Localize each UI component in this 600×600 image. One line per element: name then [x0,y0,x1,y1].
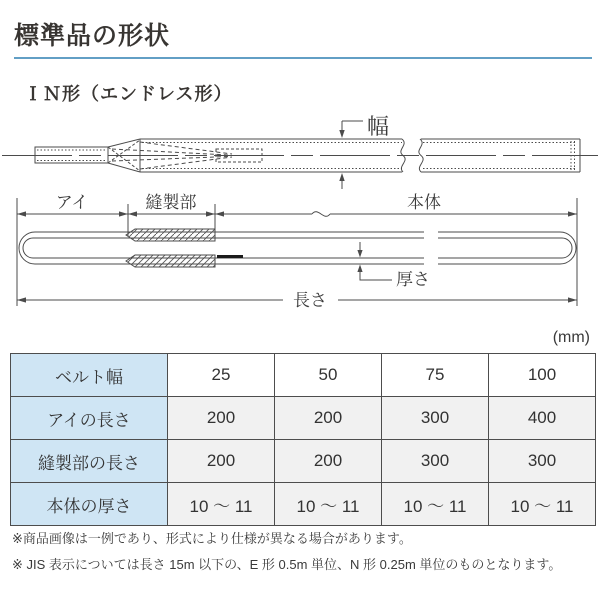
width-label: 幅 [367,114,390,139]
table-row-body-thickness [11,483,596,526]
product-type-heading: ＩＮ形（エンドレス形） [24,84,233,104]
cell-value: 200 [168,397,275,440]
cell-value: 50 [275,354,382,397]
row-label: ベルト幅 [11,354,168,397]
table-row-sewn-length [11,440,596,483]
footnotes [12,531,592,583]
thickness-label: 厚さ [396,270,430,289]
sewn-section-hatch [126,229,243,267]
cell-value: 200 [168,440,275,483]
cell-value: 300 [489,440,596,483]
page-title: 標準品の形状 [14,22,171,50]
row-label: アイの長さ [11,397,168,440]
table-row-eye-length [11,397,596,440]
loop-outline [19,232,576,264]
sewn-section-label: 縫製部 [145,193,197,212]
cell-value: 10 ～ 11 [382,483,489,526]
eye-label: アイ [55,193,89,212]
thickness-dimension [357,242,392,280]
footnote-jis: ※ JIS 表示については長さ 15m 以下の、E 形 0.5m 単位、N 形 0.25m 単位のものとなります。 [12,557,562,572]
unit-label: (mm) [552,329,590,346]
cell-value: 25 [168,354,275,397]
cell-value: 75 [382,354,489,397]
belt-side-view-diagram [0,192,600,317]
body-label: 本体 [407,193,441,212]
cell-value: 200 [275,440,382,483]
row-label: 縫製部の長さ [11,440,168,483]
section-dimension-line [17,211,577,216]
cell-value: 10 ～ 11 [489,483,596,526]
belt-top-view-diagram [0,105,600,195]
table-row-belt-width [11,354,596,397]
title-underline [14,57,592,59]
cell-value: 400 [489,397,596,440]
cell-value: 300 [382,397,489,440]
cell-value: 100 [489,354,596,397]
footnote-product-image: ※商品画像は一例であり、形式により仕様が異なる場合があります。 [12,531,412,546]
belt-tag-mark [217,255,243,258]
spec-table [10,353,596,526]
cell-value: 10 ～ 11 [275,483,382,526]
length-label: 長さ [293,291,327,310]
cell-value: 200 [275,397,382,440]
cell-value: 300 [382,440,489,483]
row-label: 本体の厚さ [11,483,168,526]
cell-value: 10 ～ 11 [168,483,275,526]
